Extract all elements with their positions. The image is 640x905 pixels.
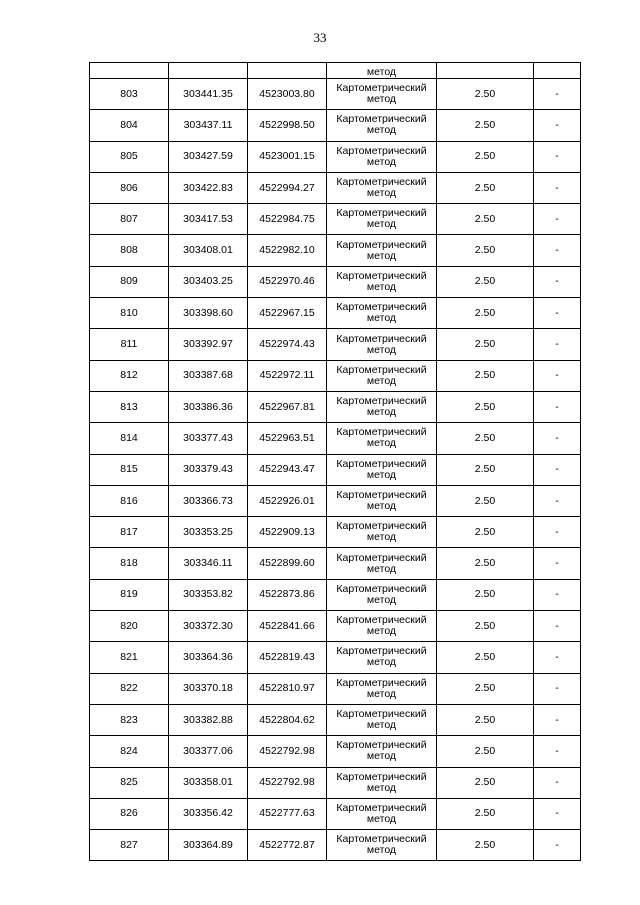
cell-note: - (534, 141, 581, 172)
cell-note: - (534, 298, 581, 329)
table-row (90, 391, 581, 422)
cell-method (327, 642, 437, 673)
method-line-2: метод (366, 312, 397, 325)
cell-x-coordinate: 303364.36 (169, 642, 248, 673)
cell-method (327, 673, 437, 704)
cell-note: - (534, 485, 581, 516)
table-row (90, 798, 581, 829)
cell-method: метод (327, 63, 437, 79)
cell-accuracy: 2.50 (437, 79, 534, 110)
cell-y-coordinate: 4522772.87 (248, 830, 327, 861)
cell-x-coordinate: 303422.83 (169, 172, 248, 203)
coordinates-table-body (90, 63, 581, 861)
cell-method (327, 204, 437, 235)
cell-method (327, 235, 437, 266)
cell-x-coordinate: 303441.35 (169, 79, 248, 110)
cell-note: - (534, 579, 581, 610)
cell-point-number: 806 (90, 172, 169, 203)
cell-x-coordinate: 303372.30 (169, 611, 248, 642)
cell-point-number: 824 (90, 736, 169, 767)
cell-method (327, 329, 437, 360)
cell-note: - (534, 391, 581, 422)
method-line-1: Картометрический (336, 269, 427, 282)
cell-accuracy: 2.50 (437, 391, 534, 422)
cell-accuracy: 2.50 (437, 548, 534, 579)
cell-note: - (534, 360, 581, 391)
table-row (90, 79, 581, 110)
cell-x-coordinate: 303370.18 (169, 673, 248, 704)
cell-y-coordinate: 4522777.63 (248, 798, 327, 829)
cell-y-coordinate: 4522792.98 (248, 767, 327, 798)
cell-accuracy: 2.50 (437, 360, 534, 391)
method-line-2: метод (366, 562, 397, 575)
cell-method (327, 517, 437, 548)
cell-point-number: 815 (90, 454, 169, 485)
cell-y-coordinate: 4522967.81 (248, 391, 327, 422)
cell-method (327, 360, 437, 391)
cell-accuracy: 2.50 (437, 266, 534, 297)
cell-point-number (90, 63, 169, 79)
cell-point-number: 813 (90, 391, 169, 422)
cell-point-number: 803 (90, 79, 169, 110)
table-row (90, 141, 581, 172)
method-line-1: Картометрический (336, 207, 427, 220)
method-line-2: метод (366, 343, 397, 356)
cell-method (327, 423, 437, 454)
cell-note: - (534, 266, 581, 297)
table-row (90, 830, 581, 861)
cell-accuracy: 2.50 (437, 767, 534, 798)
cell-accuracy: 2.50 (437, 736, 534, 767)
cell-y-coordinate: 4522810.97 (248, 673, 327, 704)
cell-method (327, 830, 437, 861)
method-line-2: метод (366, 656, 397, 669)
cell-x-coordinate: 303379.43 (169, 454, 248, 485)
cell-note: - (534, 235, 581, 266)
method-line-1: Картометрический (336, 739, 427, 752)
cell-x-coordinate: 303408.01 (169, 235, 248, 266)
cell-x-coordinate: 303364.89 (169, 830, 248, 861)
method-line-1: Картометрический (336, 770, 427, 783)
table-row (90, 454, 581, 485)
cell-y-coordinate: 4522841.66 (248, 611, 327, 642)
table-row (90, 298, 581, 329)
method-line-1: Картометрический (336, 395, 427, 408)
cell-point-number: 810 (90, 298, 169, 329)
cell-y-coordinate: 4522970.46 (248, 266, 327, 297)
continuation-row (90, 63, 581, 79)
method-line-1: Картометрический (336, 457, 427, 470)
method-line-2: метод (366, 750, 397, 763)
cell-y-coordinate: 4522963.51 (248, 423, 327, 454)
cell-accuracy: 2.50 (437, 329, 534, 360)
table-row (90, 423, 581, 454)
method-line-2: метод (366, 531, 397, 544)
method-line-2: метод (366, 93, 397, 106)
method-line-2: метод (366, 625, 397, 638)
cell-method (327, 579, 437, 610)
table-row (90, 329, 581, 360)
cell-point-number: 809 (90, 266, 169, 297)
cell-y-coordinate: 4522899.60 (248, 548, 327, 579)
method-line-1: Картометрический (336, 301, 427, 314)
cell-note: - (534, 548, 581, 579)
cell-note (534, 63, 581, 79)
cell-point-number: 805 (90, 141, 169, 172)
table-row (90, 642, 581, 673)
table-row (90, 673, 581, 704)
cell-point-number: 825 (90, 767, 169, 798)
cell-note: - (534, 798, 581, 829)
cell-y-coordinate: 4522982.10 (248, 235, 327, 266)
cell-note: - (534, 704, 581, 735)
cell-accuracy: 2.50 (437, 798, 534, 829)
cell-accuracy: 2.50 (437, 141, 534, 172)
cell-y-coordinate (248, 63, 327, 79)
method-line-2: метод (366, 781, 397, 794)
cell-y-coordinate: 4522984.75 (248, 204, 327, 235)
cell-y-coordinate: 4522804.62 (248, 704, 327, 735)
method-line-1: Картометрический (336, 363, 427, 376)
cell-accuracy: 2.50 (437, 611, 534, 642)
method-line-1: Картометрический (336, 113, 427, 126)
cell-accuracy (437, 63, 534, 79)
cell-note: - (534, 611, 581, 642)
cell-x-coordinate: 303366.73 (169, 485, 248, 516)
table-row (90, 204, 581, 235)
table-row (90, 266, 581, 297)
method-line-2: метод (366, 437, 397, 450)
cell-note: - (534, 767, 581, 798)
cell-point-number: 812 (90, 360, 169, 391)
method-line-2: метод (366, 500, 397, 512)
table-row (90, 736, 581, 767)
cell-x-coordinate: 303398.60 (169, 298, 248, 329)
cell-x-coordinate: 303377.06 (169, 736, 248, 767)
method-line-1: Картометрический (336, 801, 427, 814)
cell-method (327, 611, 437, 642)
cell-point-number: 808 (90, 235, 169, 266)
cell-accuracy: 2.50 (437, 673, 534, 704)
cell-point-number: 819 (90, 579, 169, 610)
cell-accuracy: 2.50 (437, 517, 534, 548)
table-row (90, 172, 581, 203)
table-row (90, 517, 581, 548)
cell-point-number: 807 (90, 204, 169, 235)
method-line-2: метод (366, 593, 397, 606)
cell-method (327, 391, 437, 422)
table-row (90, 579, 581, 610)
cell-note: - (534, 454, 581, 485)
cell-method (327, 454, 437, 485)
cell-point-number: 818 (90, 548, 169, 579)
method-line-1: Картометрический (336, 520, 427, 533)
method-line-1: Картометрический (336, 332, 427, 345)
cell-y-coordinate: 4522943.47 (248, 454, 327, 485)
method-line-2: метод (366, 812, 397, 825)
method-line-1: Картометрический (336, 144, 427, 157)
cell-y-coordinate: 4522998.50 (248, 110, 327, 141)
cell-method (327, 548, 437, 579)
table-row (90, 548, 581, 579)
cell-accuracy: 2.50 (437, 454, 534, 485)
cell-method (327, 110, 437, 141)
cell-x-coordinate: 303358.01 (169, 767, 248, 798)
cell-point-number: 811 (90, 329, 169, 360)
cell-y-coordinate: 4522909.13 (248, 517, 327, 548)
cell-accuracy: 2.50 (437, 485, 534, 516)
cell-method (327, 485, 437, 516)
cell-point-number: 822 (90, 673, 169, 704)
method-line-2: метод (366, 406, 397, 419)
cell-accuracy: 2.50 (437, 423, 534, 454)
cell-accuracy: 2.50 (437, 579, 534, 610)
cell-method (327, 704, 437, 735)
cell-note: - (534, 172, 581, 203)
cell-y-coordinate: 4522926.01 (248, 485, 327, 516)
cell-x-coordinate: 303427.59 (169, 141, 248, 172)
cell-x-coordinate: 303387.68 (169, 360, 248, 391)
table-row (90, 485, 581, 516)
method-line-1: Картометрический (336, 238, 427, 251)
method-line-1: Картометрический (336, 833, 427, 846)
cell-note: - (534, 329, 581, 360)
cell-point-number: 826 (90, 798, 169, 829)
cell-x-coordinate: 303437.11 (169, 110, 248, 141)
cell-accuracy: 2.50 (437, 235, 534, 266)
cell-method (327, 79, 437, 110)
cell-note: - (534, 673, 581, 704)
table-row (90, 611, 581, 642)
method-line-1: Картометрический (336, 708, 427, 721)
method-line-2: метод (366, 687, 397, 700)
method-line-2: метод (366, 280, 397, 293)
method-line-1: Картометрический (336, 176, 427, 189)
cell-point-number: 821 (90, 642, 169, 673)
table-row (90, 110, 581, 141)
method-line-2: метод (366, 218, 397, 231)
table-row (90, 360, 581, 391)
cell-x-coordinate: 303403.25 (169, 266, 248, 297)
cell-note: - (534, 79, 581, 110)
method-line-1: Картометрический (336, 551, 427, 564)
method-line-2: метод (366, 155, 397, 168)
method-line-2: метод (366, 249, 397, 262)
cell-x-coordinate: 303382.88 (169, 704, 248, 735)
cell-y-coordinate: 4522974.43 (248, 329, 327, 360)
cell-x-coordinate: 303386.36 (169, 391, 248, 422)
cell-y-coordinate: 4522792.98 (248, 736, 327, 767)
method-line-1: Картометрический (336, 426, 427, 439)
cell-note: - (534, 517, 581, 548)
cell-x-coordinate: 303346.11 (169, 548, 248, 579)
cell-method (327, 767, 437, 798)
cell-y-coordinate: 4522873.86 (248, 579, 327, 610)
cell-note: - (534, 423, 581, 454)
cell-y-coordinate: 4523001.15 (248, 141, 327, 172)
cell-note: - (534, 736, 581, 767)
cell-accuracy: 2.50 (437, 830, 534, 861)
method-line-1: Картометрический (336, 582, 427, 595)
method-line-1: Картометрический (336, 614, 427, 627)
cell-point-number: 820 (90, 611, 169, 642)
cell-method (327, 298, 437, 329)
cell-accuracy: 2.50 (437, 704, 534, 735)
cell-accuracy: 2.50 (437, 298, 534, 329)
method-line-1: Картометрический (336, 489, 427, 501)
coordinates-table (89, 62, 581, 861)
method-line-1: Картометрический (336, 645, 427, 658)
cell-x-coordinate: 303417.53 (169, 204, 248, 235)
cell-accuracy: 2.50 (437, 642, 534, 673)
cell-method (327, 141, 437, 172)
cell-x-coordinate: 303353.82 (169, 579, 248, 610)
cell-method (327, 172, 437, 203)
cell-accuracy: 2.50 (437, 204, 534, 235)
cell-note: - (534, 642, 581, 673)
cell-point-number: 816 (90, 485, 169, 516)
cell-point-number: 823 (90, 704, 169, 735)
cell-x-coordinate (169, 63, 248, 79)
cell-x-coordinate: 303392.97 (169, 329, 248, 360)
method-line-1: Картометрический (336, 676, 427, 689)
cell-y-coordinate: 4522972.11 (248, 360, 327, 391)
cell-point-number: 827 (90, 830, 169, 861)
cell-y-coordinate: 4522967.15 (248, 298, 327, 329)
cell-y-coordinate: 4523003.80 (248, 79, 327, 110)
cell-point-number: 814 (90, 423, 169, 454)
cell-note: - (534, 830, 581, 861)
cell-method (327, 798, 437, 829)
table-row (90, 767, 581, 798)
method-line-1: Картометрический (336, 82, 427, 95)
table-row (90, 235, 581, 266)
cell-y-coordinate: 4522994.27 (248, 172, 327, 203)
cell-note: - (534, 204, 581, 235)
method-line-2: метод (366, 844, 397, 857)
method-line-2: метод (366, 374, 397, 387)
cell-accuracy: 2.50 (437, 110, 534, 141)
cell-y-coordinate: 4522819.43 (248, 642, 327, 673)
method-line-2: метод (366, 124, 397, 137)
cell-method (327, 266, 437, 297)
method-line-2: метод (366, 187, 397, 200)
cell-x-coordinate: 303353.25 (169, 517, 248, 548)
cell-accuracy: 2.50 (437, 172, 534, 203)
cell-note: - (534, 110, 581, 141)
cell-x-coordinate: 303356.42 (169, 798, 248, 829)
cell-x-coordinate: 303377.43 (169, 423, 248, 454)
cell-point-number: 804 (90, 110, 169, 141)
method-line-2: метод (366, 719, 397, 732)
cell-point-number: 817 (90, 517, 169, 548)
method-line-2: метод (366, 468, 397, 481)
cell-method (327, 736, 437, 767)
table-row (90, 704, 581, 735)
page-number: 33 (313, 30, 327, 45)
